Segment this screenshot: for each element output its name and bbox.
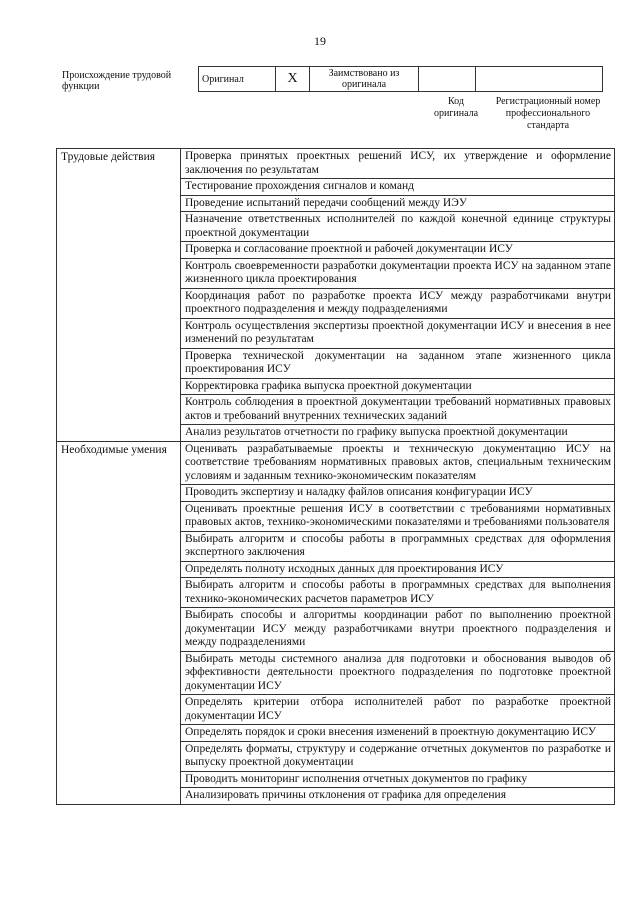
section-item: Проведение испытаний передачи сообщений между ИЭУ [181,195,615,212]
section-item: Назначение ответственных исполнителей по каждой конечной единице структуры проектной документации [181,212,615,242]
section-item: Определять форматы, структуру и содержание отчетных документов по разработке и выпуску проектной документации [181,741,615,771]
section-item: Проверка принятых проектных решений ИСУ, их утверждение и оформление заключения по результатам [181,149,615,179]
table-row [57,441,615,485]
original-mark: X [276,67,310,92]
section-item: Контроль своевременности разработки документации проекта ИСУ на заданном этапе жизненного цикла проектирования [181,258,615,288]
section-item: Анализ результатов отчетности по графику выпуска проектной документации [181,425,615,442]
registration-caption: Регистрационный номер профессионального стандарта [495,96,601,131]
section-item: Выбирать алгоритм и способы работы в программных средствах для выполнения технико-экономических расчетов параметров ИСУ [181,578,615,608]
section-item: Контроль осуществления экспертизы проектной документации ИСУ и внесения в нее изменений по результатам [181,318,615,348]
section-item: Выбирать методы системного анализа для подготовки и обоснования выводов об эффективности деятельности проектного подразделения по подготовке проектной документации ИСУ [181,651,615,695]
section-item: Оценивать проектные решения ИСУ в соответствии с требованиями нормативных правовых актов, технико-экономическими показателями и требованиями пользователя [181,501,615,531]
section-item: Определять критерии отбора исполнителей работ по разработке проектной документации ИСУ [181,695,615,725]
section-item: Проверка технической документации на заданном этапе жизненного цикла проектирования ИСУ [181,348,615,378]
section-item: Корректировка графика выпуска проектной документации [181,378,615,395]
origin-label: Происхождение трудовой функции [62,70,172,92]
code-cell [419,67,476,92]
section-item: Определять порядок и сроки внесения изменений в проектную документацию ИСУ [181,725,615,742]
original-cell: Оригинал [199,67,276,92]
section-item: Выбирать способы и алгоритмы координации работ по выполнению проектной документации ИСУ между разработчиками внутри проектного подразделения и между подразделениями [181,608,615,652]
borrowed-cell: Заимствовано из оригинала [310,67,419,92]
function-table [56,148,615,805]
page-number: 19 [314,34,326,48]
section-label: Трудовые действия [57,149,181,442]
section-item: Выбирать алгоритм и способы работы в программных средствах для оформления экспертного заключения [181,531,615,561]
section-item: Оценивать разрабатываемые проекты и техническую документацию ИСУ на соответствие требованиям нормативных правовых актов, специальным техническим условиям и заданным технико-экономическим показателям [181,441,615,485]
code-caption: Код оригинала [433,96,479,119]
section-item: Анализировать причины отклонения от графика для определения [181,788,615,805]
section-item: Проверка и согласование проектной и рабочей документации ИСУ [181,242,615,259]
table-row [57,149,615,179]
page-bottom-margin [0,856,640,918]
section-item: Контроль соблюдения в проектной документации требований нормативных правовых актов и требований внутренних технических заданий [181,395,615,425]
origin-table [198,66,603,92]
section-item: Координация работ по разработке проекта ИСУ между разработчиками внутри проектного подразделения и между подразделениями [181,288,615,318]
section-item: Проводить экспертизу и наладку файлов описания конфигурации ИСУ [181,485,615,502]
section-item: Определять полноту исходных данных для проектирования ИСУ [181,561,615,578]
section-label: Необходимые умения [57,441,181,804]
section-item: Тестирование прохождения сигналов и команд [181,179,615,196]
registration-cell [476,67,603,92]
section-item: Проводить мониторинг исполнения отчетных документов по графику [181,771,615,788]
